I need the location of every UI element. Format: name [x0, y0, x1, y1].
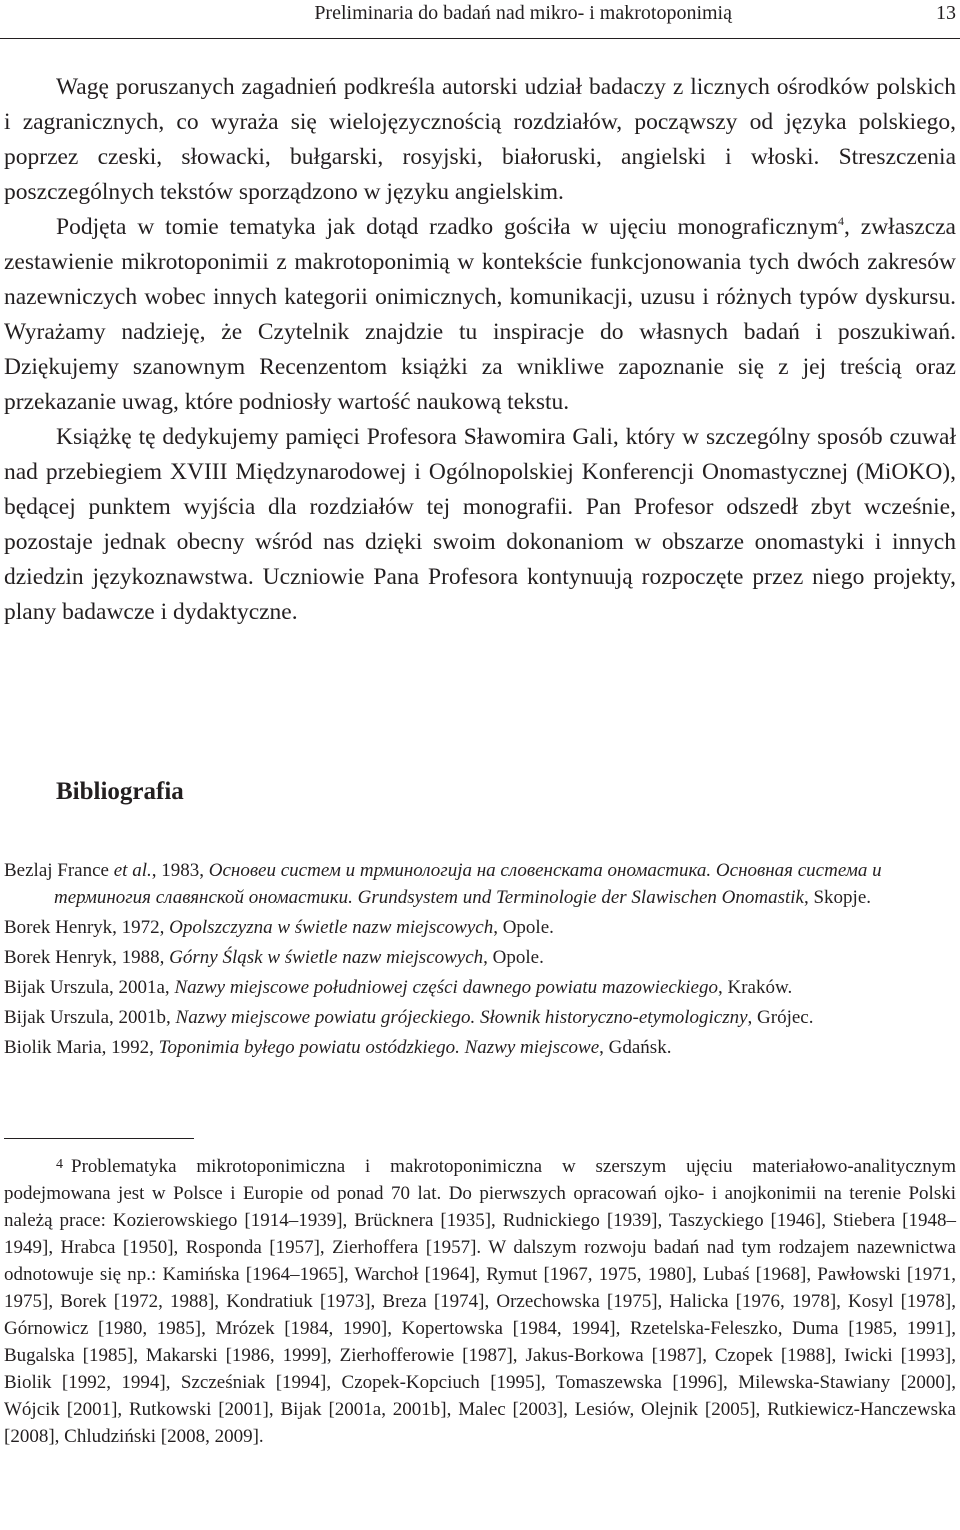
- entry-author-year: Biolik Maria, 1992,: [4, 1037, 159, 1058]
- bibliography-entry: [4, 974, 956, 1001]
- entry-year: , 1983,: [151, 860, 209, 881]
- bibliography-entry: [4, 1004, 956, 1031]
- paragraph-3: Książkę tę dedykujemy pamięci Profesora Sławomira Gali, który w szczególny sposób czuwał nad przebiegiem XVIII Międzynarodowej i Ogólnopolskiej Konferencji Onomastycznej (MiOKO), będącej punktem wyjścia dla rozdziałów tej monografii. Pan Profesor odszedł zbyt wcześnie, pozostaje jednak obecny wśród nas dzięki swoim dokonaniom w obszarze onomastyki i innych dziedzin językoznawstwa. Uczniowie Pana Profesora kontynuują rozpoczęte przez niego projekty, plany badawcze i dydaktyczne.: [4, 424, 956, 625]
- footnote-separator: [4, 1138, 194, 1139]
- bibliography-entry: [4, 857, 956, 911]
- entry-place: , Kraków.: [717, 977, 793, 998]
- paragraph-2: [4, 210, 956, 420]
- entry-author-year: Bezlaj France: [4, 860, 114, 881]
- paragraph-1: Wagę poruszanych zagadnień podkreśla autorski udział badaczy z licznych ośrodków polskich i zagranicznych, co wyraża się wielojęzycznością rozdziałów, począwszy od języka polskiego, poprzez czeski, słowacki, bułgarski, rosyjski, białoruski, angielski i włoski. Streszczenia poszczególnych tekstów sporządzono w języku angielskim.: [4, 74, 956, 205]
- bibliography-entry: [4, 1034, 956, 1061]
- footnote-text: Problematyka mikrotoponimiczna i makrotoponimiczna w szerszym ujęciu materiałowo-analitycznym podejmowana jest w Polsce i Europie od ponad 70 lat. Do pierwszych opracowań ojko- i anojkonimii na terenie Polski należą prace: Kozierowskiego [1914–1939], Brücknera [1935], Rudnickiego [1939], Taszyckiego [1946], Stiebera [1948–1949], Hrabca [1950], Rosponda [1957], Zierhoffera [1957]. W dalszym rozwoju badań nad tym rodzajem nazewnictwa odnotowuje się np.: Kamińska [1964–1965], Warchoł [1964], Rymut [1967, 1975, 1980], Lubaś [1968], Pawłowski [1971, 1975], Borek [1972, 1988], Kondratiuk [1973], Breza [1974], Orzechowska [1975], Halicka [1976, 1978], Kosyl [1978], Górnowicz [1980, 1985], Mrózek [1984, 1990], Kopertowska [1984, 1994], Rzetelska-Feleszko, Duma [1985, 1991], Bugalska [1985], Makarski [1986, 1999], Zierhofferowie [1987], Jakus-Borkowa [1987], Czopek [1988], Iwicki [1993], Biolik [1992, 1994], Szcześniak [1994], Czopek-Kopciuch [1995], Tomaszewska [1996], Milewska-Stawiany [2000], Wójcik [2001], Rutkowski [2001], Bijak [2001a, 2001b], Malec [2003], Lesiów, Olejnik [2005], Rutkiewicz-Hanczewska [2008], Chludziński [2008, 2009].: [4, 1156, 956, 1447]
- entry-title: Nazwy miejscowe powiatu grójeckiego. Słownik historyczno-etymologiczny: [175, 1007, 748, 1028]
- bibliography-list: [4, 857, 956, 1064]
- entry-title: Górny Śląsk w świetle nazw miejscowych: [169, 947, 484, 968]
- page-number: 13: [936, 2, 956, 24]
- entry-place: , Gdańsk.: [599, 1037, 672, 1058]
- bibliography-heading: Bibliografia: [56, 778, 184, 805]
- paragraph-2-start: Podjęta w tomie tematyka jak dotąd rzadko gościła w ujęciu monograficznym: [56, 214, 839, 240]
- entry-title: Opolszczyzna w świetle nazw miejscowych: [169, 917, 494, 938]
- entry-place: , Skopje.: [803, 887, 872, 908]
- bibliography-entry: [4, 914, 956, 941]
- entry-place: , Grójec.: [747, 1007, 814, 1028]
- entry-title: Основеи систем и трминологија на словенската ономастика. Основная система и терминогия славянской ономастики. Grundsystem und Terminologie der Slawischen Onomastik: [54, 860, 882, 908]
- running-header: [0, 0, 960, 39]
- footnote-marker: 4: [56, 1157, 63, 1172]
- entry-place: , Opole.: [493, 917, 554, 938]
- entry-et-al: et al.: [113, 860, 152, 881]
- entry-place: , Opole.: [483, 947, 544, 968]
- running-title: Preliminaria do badań nad mikro- i makrotoponimią: [314, 2, 732, 24]
- footnote: [4, 1151, 956, 1450]
- entry-author-year: Borek Henryk, 1972,: [4, 917, 170, 938]
- entry-title: Nazwy miejscowe południowej części dawnego powiatu mazowieckiego: [174, 977, 718, 998]
- entry-author-year: Borek Henryk, 1988,: [4, 947, 170, 968]
- footnote-reference[interactable]: 4: [838, 214, 845, 229]
- entry-author-year: Bijak Urszula, 2001a,: [4, 977, 175, 998]
- bibliography-entry: [4, 944, 956, 971]
- entry-title: Toponimia byłego powiatu ostódzkiego. Nazwy miejscowe: [158, 1037, 600, 1058]
- paragraph-2-rest: , zwłaszcza zestawienie mikrotoponimii z makrotoponimią w kontekście funkcjonowania tych dwóch zakresów nazewniczych wobec innych kategorii onimicznych, komunikacji, uzusu i różnych typów dyskursu. Wyrażamy nadzieję, że Czytelnik znajdzie tu inspiracje do własnych badań i poszukiwań. Dziękujemy szanownym Recenzentom książki za wnikliwe zapoznanie się z jej treścią oraz przekazanie uwag, które podniosły wartość naukową tekstu.: [4, 214, 956, 415]
- entry-author-year: Bijak Urszula, 2001b,: [4, 1007, 176, 1028]
- body-text: [4, 70, 956, 630]
